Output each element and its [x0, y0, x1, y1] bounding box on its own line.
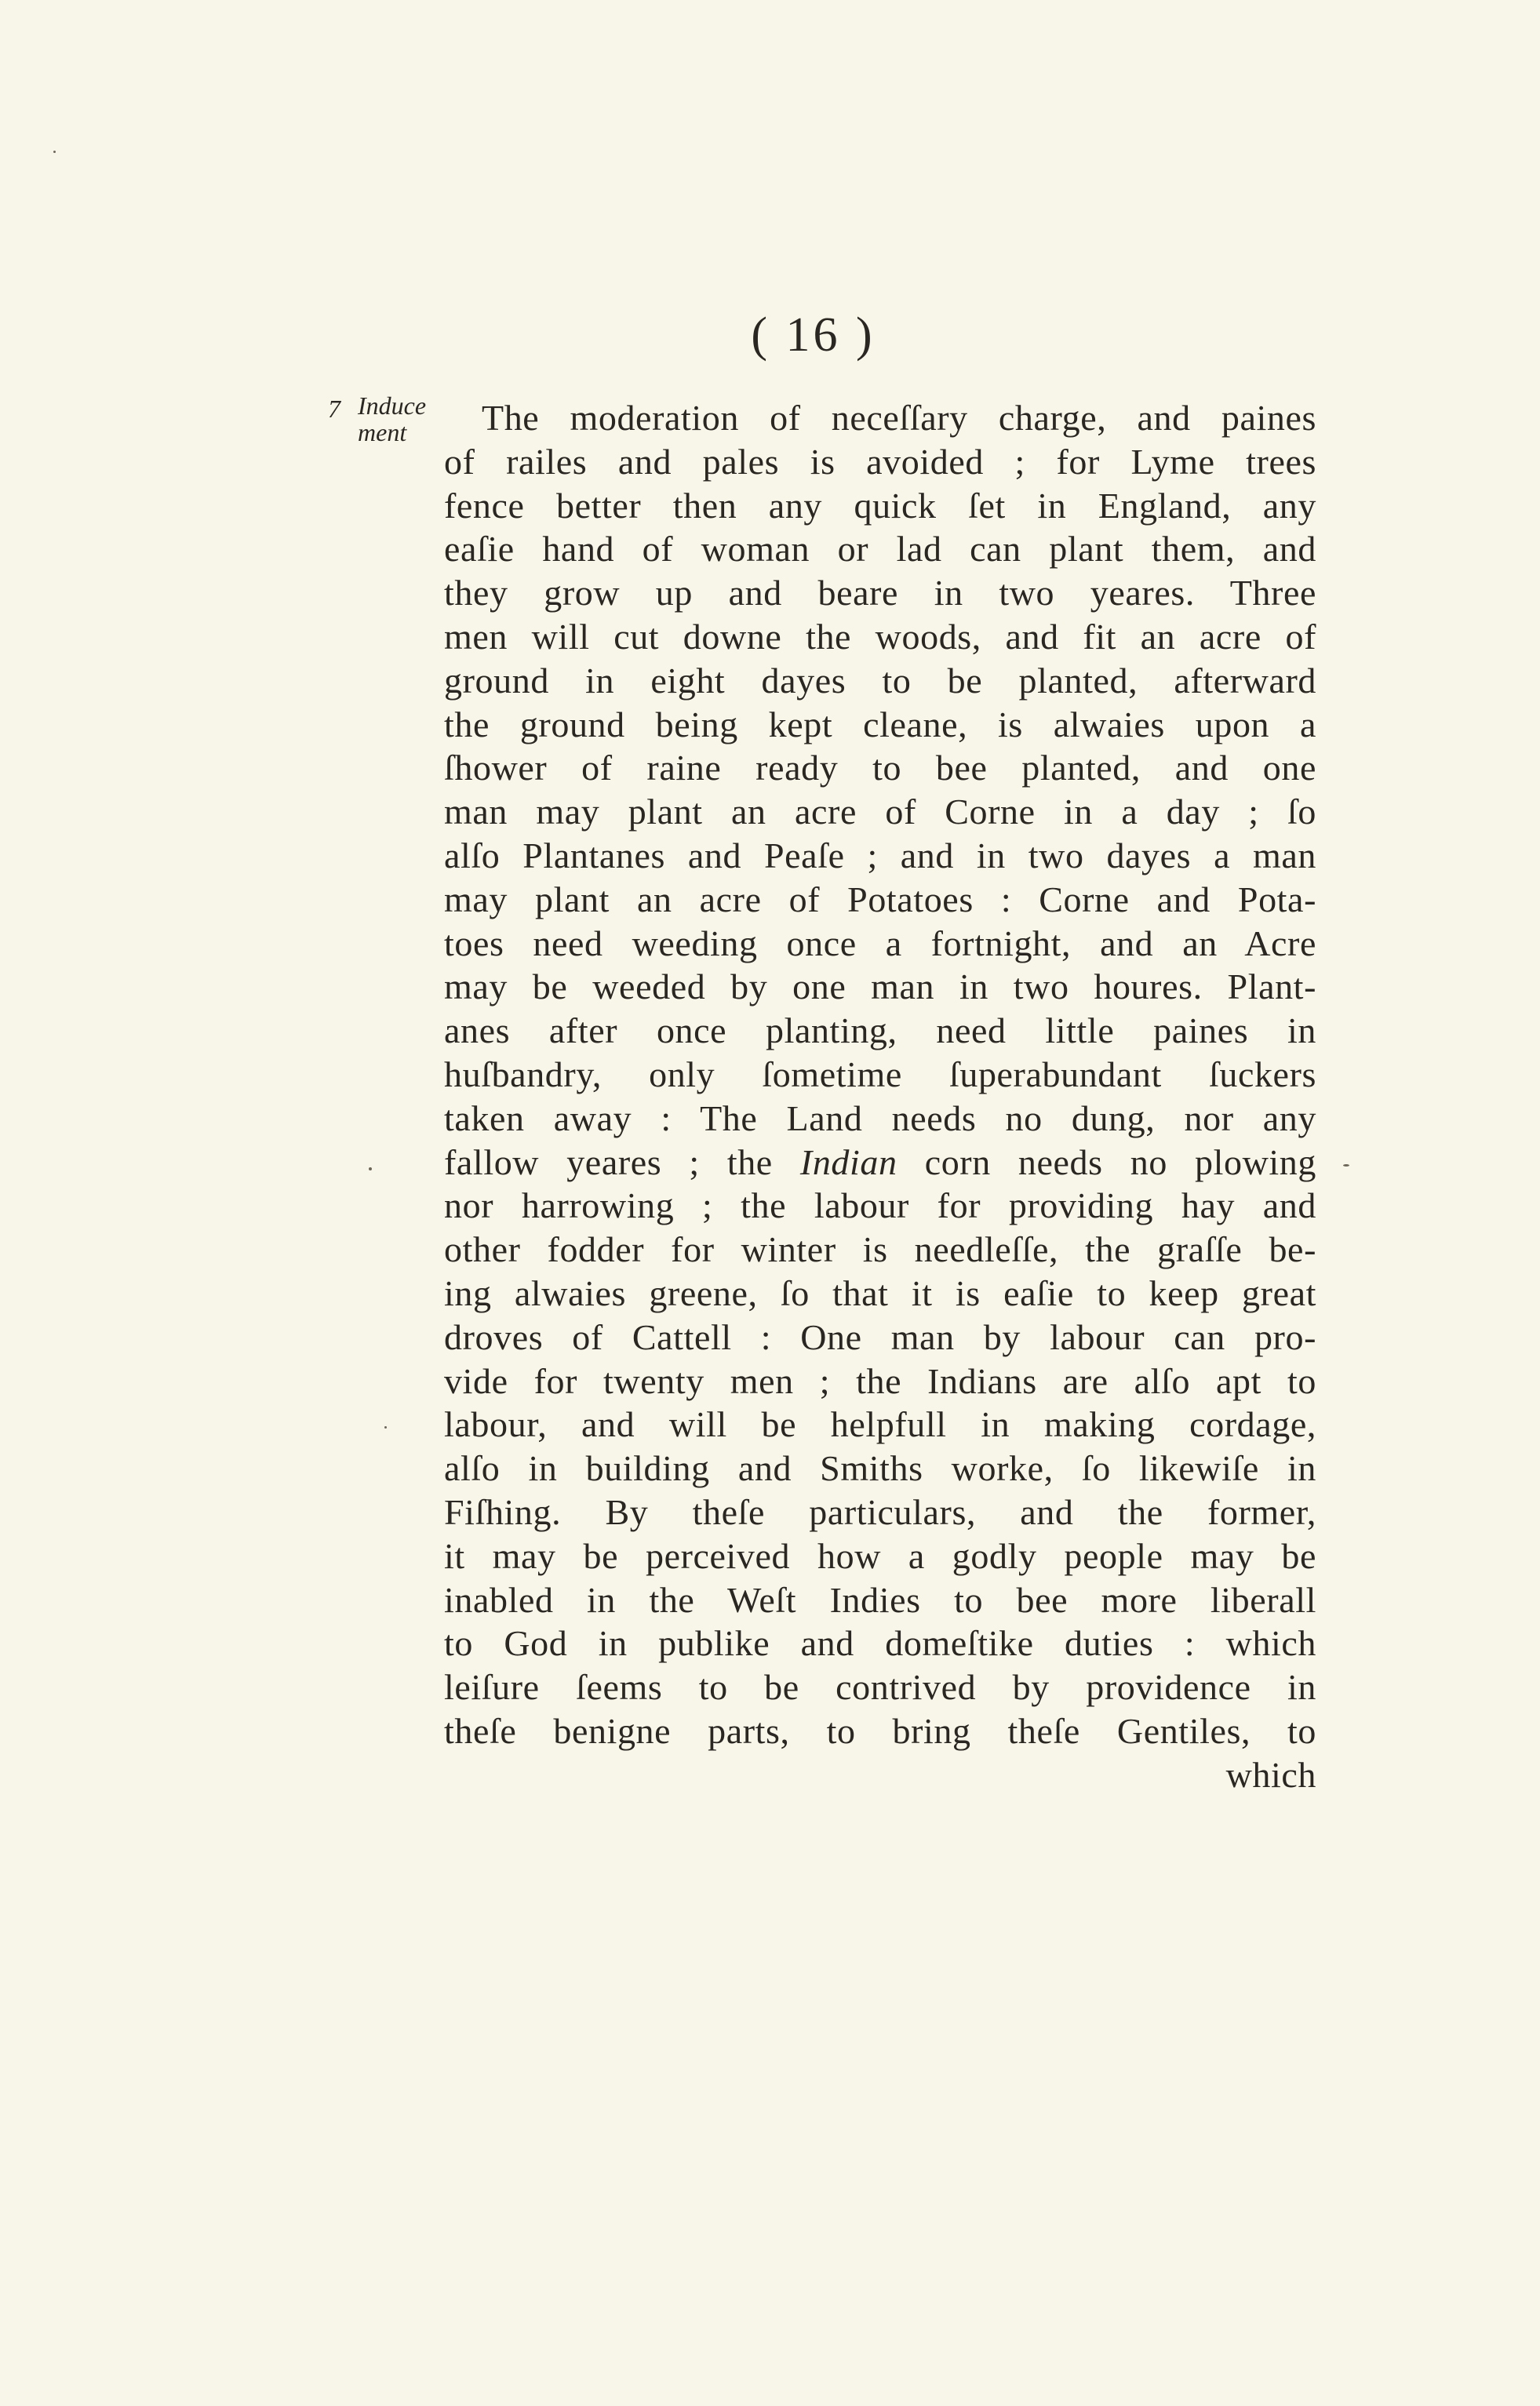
text-line: huſbandry, only ſometime ſuperabundant ſuckers — [444, 1054, 1316, 1094]
text-line: they grow up and beare in two yeares. Three — [444, 573, 1316, 613]
margin-note-line1: Induce — [358, 391, 427, 420]
text-line: anes after once planting, need little paines in — [444, 1010, 1316, 1051]
margin-note-line2: ment — [358, 418, 407, 446]
page-number: ( 16 ) — [751, 308, 876, 362]
text-line: Fiſhing. By theſe particulars, and the former, — [444, 1491, 1316, 1532]
text-line: may be weeded by one man in two houres. Plant- — [444, 966, 1316, 1007]
paper-speck — [384, 1426, 387, 1429]
text-line: inabled in the Weſt Indies to bee more liberall — [444, 1579, 1316, 1620]
text-line: alſo Plantanes and Peaſe ; and in two dayes a man — [444, 835, 1316, 875]
paper-speck — [53, 151, 56, 153]
text-segment: corn needs no plowing — [897, 1141, 1316, 1182]
text-line: the ground being kept cleane, is alwaies upon a — [444, 704, 1316, 744]
text-line: The moderation of neceſſary charge, and paines — [482, 398, 1316, 438]
paper-speck — [369, 1167, 372, 1170]
text-line: droves of Cattell : One man by labour can pro- — [444, 1316, 1316, 1357]
text-segment: fallow yeares ; the — [444, 1141, 800, 1182]
text-line: toes need weeding once a fortnight, and an Acre — [444, 923, 1316, 963]
body-text — [444, 396, 1316, 1797]
text-line: ground in eight dayes to be planted, afterward — [444, 660, 1316, 701]
italic-word: Indian — [799, 1141, 897, 1182]
text-line: fence better then any quick ſet in England, any — [444, 485, 1316, 526]
text-line: other fodder for winter is needleſſe, the graſſe be- — [444, 1229, 1316, 1270]
text-line: men will cut downe the woods, and fit an acre of — [444, 616, 1316, 657]
text-line: may plant an acre of Potatoes : Corne and Pota- — [444, 879, 1316, 919]
text-line: ſhower of raine ready to bee planted, and one — [444, 748, 1316, 788]
text-line: eaſie hand of woman or lad can plant them, and — [444, 529, 1316, 570]
text-line: vide for twenty men ; the Indians are alſo apt to — [444, 1360, 1316, 1401]
text-line: it may be perceived how a godly people may be — [444, 1535, 1316, 1576]
text-line: ing alwaies greene, ſo that it is eaſie to keep great — [444, 1272, 1316, 1313]
text-line: theſe benigne parts, to bring theſe Gentiles, to — [444, 1710, 1316, 1751]
paper-speck — [1343, 1164, 1349, 1167]
text-line: of railes and pales is avoided ; for Lyme trees — [444, 441, 1316, 482]
text-line: man may plant an acre of Corne in a day ; ſo — [444, 792, 1316, 832]
text-line — [444, 1141, 1316, 1185]
text-line: to God in publike and domeſtike duties : which — [444, 1623, 1316, 1664]
catchword: which — [1225, 1754, 1316, 1795]
text-line: leiſure ſeems to be contrived by providence in — [444, 1667, 1316, 1708]
text-line: taken away : The Land needs no dung, nor any — [444, 1097, 1316, 1138]
text-line: alſo in building and Smiths worke, ſo likewiſe in — [444, 1448, 1316, 1489]
text-line: labour, and will be helpfull in making cordage, — [444, 1404, 1316, 1445]
text-line: nor harrowing ; the labour for providing hay and — [444, 1185, 1316, 1226]
margin-note-number: 7 — [328, 395, 340, 423]
